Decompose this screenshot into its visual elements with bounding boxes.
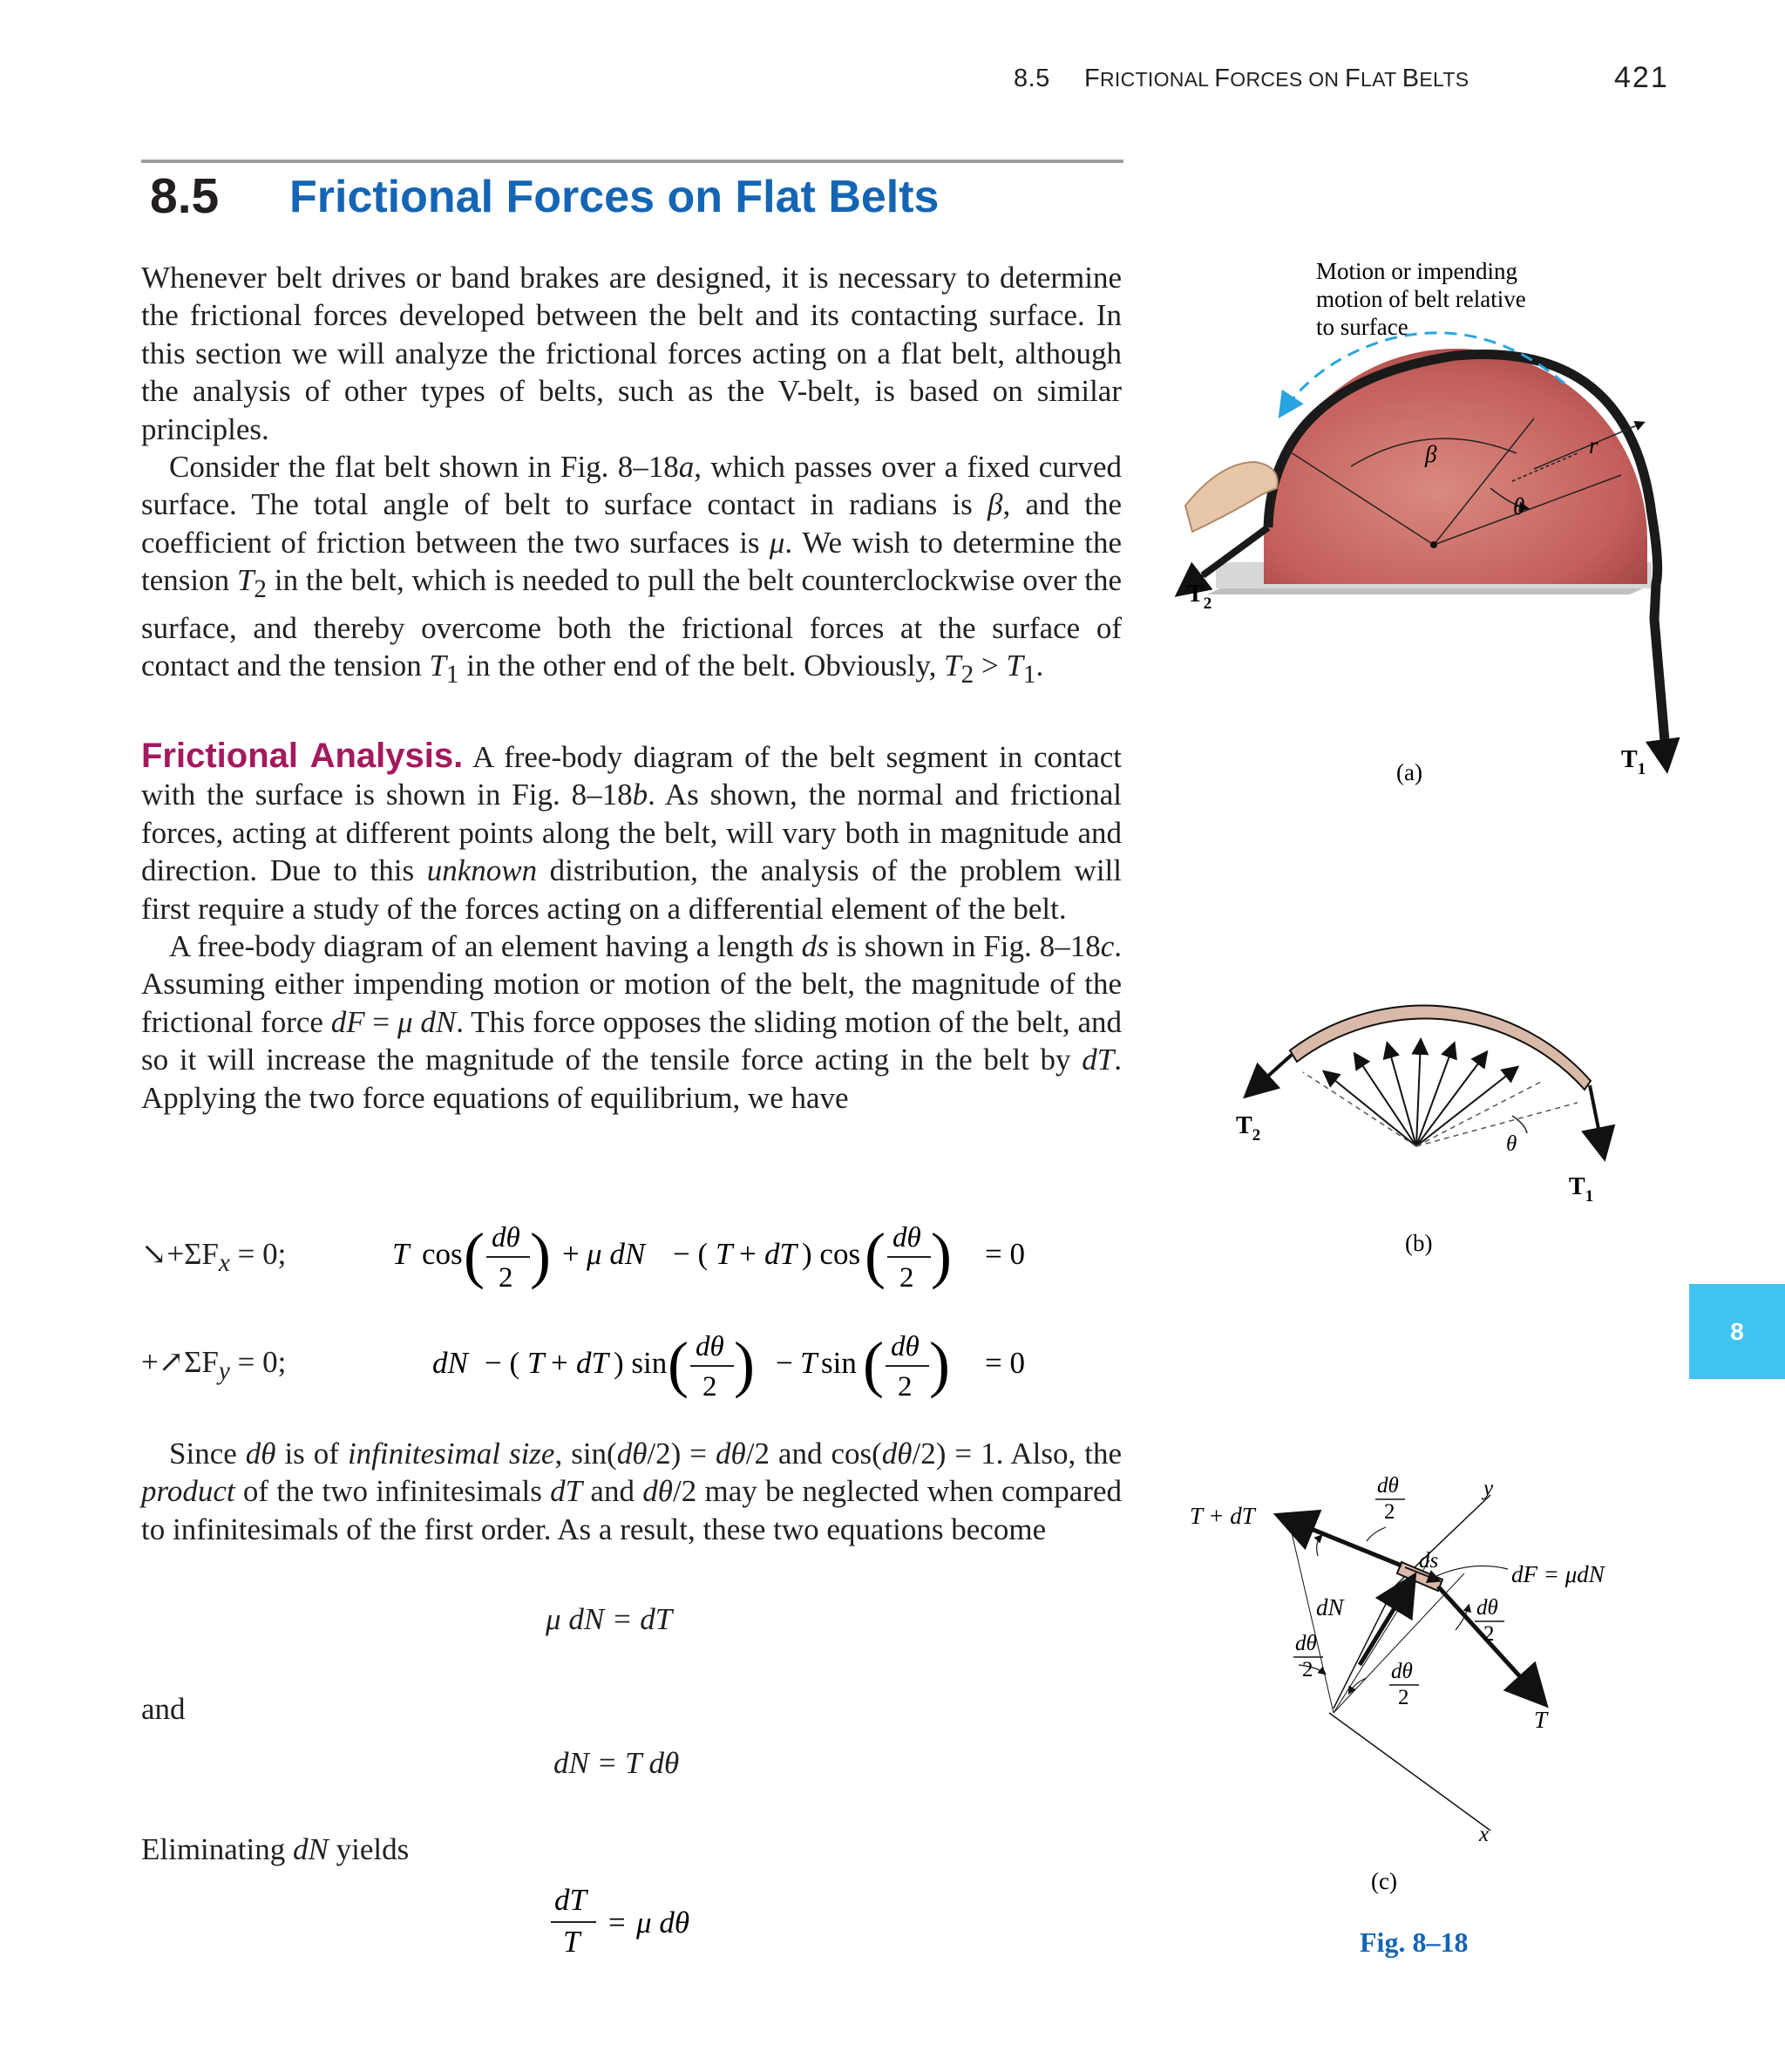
svg-text:dθ: dθ	[891, 1331, 920, 1362]
svg-text:−: −	[776, 1346, 793, 1380]
svg-text:dT: dT	[576, 1346, 608, 1380]
T1-label: $T_1$	[1621, 746, 1646, 778]
svg-text:dθ: dθ	[1391, 1660, 1413, 1683]
svg-text:T: T	[392, 1237, 410, 1271]
running-header-title: FRICTIONAL FORCES ON FLAT BELTS	[1084, 65, 1469, 92]
svg-text:) cos: ) cos	[802, 1237, 861, 1271]
ds-label: ds	[1419, 1549, 1439, 1573]
svg-text:dT: dT	[554, 1883, 587, 1917]
section-number: 8.5	[150, 168, 220, 224]
T-label-c: T	[1534, 1707, 1548, 1733]
svg-text:T: T	[563, 1925, 580, 1957]
theta-label: θ	[1513, 493, 1525, 520]
analysis-text	[141, 737, 1122, 1117]
svg-text:dθ: dθ	[892, 1222, 921, 1253]
svg-text:=: =	[608, 1906, 626, 1940]
svg-text:μ dθ: μ dθ	[636, 1906, 690, 1940]
motion-label-1: Motion or impending	[1316, 258, 1517, 284]
svg-text:dθ: dθ	[1476, 1596, 1498, 1620]
belt-segment	[1290, 1006, 1591, 1090]
chapter-tab[interactable]: 8	[1689, 1284, 1785, 1379]
svg-text:2: 2	[1398, 1686, 1409, 1709]
svg-text:(: (	[668, 1329, 689, 1399]
dF-label: dF = μdN	[1511, 1561, 1605, 1587]
section-title: Frictional Forces on Flat Belts	[289, 172, 940, 222]
figure-label: Fig. 8–18	[1360, 1926, 1469, 1958]
svg-text:): )	[734, 1329, 755, 1399]
subheading-frictional-analysis: Frictional Analysis.	[141, 737, 464, 775]
svg-text:2: 2	[1384, 1500, 1395, 1524]
svg-text:+: +	[739, 1237, 757, 1271]
svg-text:2: 2	[898, 1371, 913, 1403]
svg-text:dN: dN	[432, 1346, 468, 1380]
radius-label: r	[1589, 432, 1598, 459]
simplification-text	[141, 1435, 1122, 1548]
svg-text:(: (	[863, 1329, 884, 1399]
svg-text:(: (	[865, 1220, 886, 1290]
T2-label: $T_2$	[1187, 581, 1212, 613]
equation-sum-fy-label: $+↗\Sigma F_y = 0$;	[141, 1345, 287, 1385]
svg-text:): )	[929, 1329, 950, 1399]
paragraph-2: Consider the flat belt shown in Fig. 8–18a, which passes over a fixed curved surface. The total angle of belt to surface contact in radians is β, and the coefficient of friction between the two surfaces is μ. We wish to determine the tension $T_2$ in the belt, which is needed to pull the belt counterclockwise over the surface, and thereby overcome both the frictional forces at the surface of contact and the tension $T_1$ in the other end of the belt. Obviously, $T_2 > T_1$.	[141, 450, 1123, 690]
svg-text:): )	[931, 1220, 952, 1290]
svg-text:T: T	[716, 1237, 733, 1271]
svg-text:2: 2	[499, 1262, 513, 1294]
text-eliminating: Eliminating dN yields	[141, 1832, 410, 1866]
theta-label-b: θ	[1506, 1132, 1517, 1156]
paragraph-4: A free-body diagram of an element having a length ds is shown in Fig. 8–18c. Assuming either impending motion or motion of the belt, the magnitude of the frictional force dF = μ dN. This force opposes the sliding motion of the belt, and so it will increase the magnitude of the tensile force acting in the belt by dT. Applying the two force equations of equilibrium, we have	[141, 929, 1123, 1115]
svg-text:dθ: dθ	[696, 1331, 724, 1362]
y-label: y	[1483, 1477, 1494, 1500]
base-plate	[1207, 588, 1643, 594]
text-and: and	[141, 1692, 186, 1726]
equation-mu-dn: μ dN = dT	[546, 1602, 673, 1636]
svg-text:dθ: dθ	[492, 1222, 520, 1253]
svg-text:cos: cos	[422, 1237, 463, 1271]
svg-text:dT: dT	[764, 1237, 797, 1271]
T-plus-dT-label: T + dT	[1190, 1503, 1255, 1529]
beta-label: β	[1425, 441, 1437, 467]
motion-label-2: motion of belt relative	[1316, 286, 1526, 312]
dN-arrow	[1360, 1579, 1412, 1665]
motion-label-3: to surface	[1316, 314, 1408, 340]
T1-label-b: $T_1$	[1569, 1173, 1594, 1206]
figure-8-18a	[1168, 253, 1691, 811]
svg-text:= 0: = 0	[985, 1237, 1025, 1271]
running-header-section: 8.5	[1014, 65, 1050, 92]
paragraph-3: Frictional Analysis. A free-body diagram of the belt segment in contact with the surface is shown in Fig. 8–18b. As shown, the normal and frictional forces, acting at different points along the belt, will vary both in magnitude and direction. Due to this unknown distribution, the analysis of the problem will first require a study of the forces acting on a differential element of the belt.	[141, 737, 1122, 926]
paragraph-1: Whenever belt drives or band brakes are designed, it is necessary to determine the frictional forces developed between the belt and its contacting surface. In this section we will analyze the frictional forces acting on a flat belt, although the analysis of other types of belts, such as the V-belt, is based on similar principles.	[141, 261, 1122, 446]
svg-text:− (: − (	[673, 1237, 709, 1271]
svg-text:+: +	[551, 1346, 568, 1380]
svg-text:μ dN: μ dN	[587, 1237, 646, 1271]
T1-arrow-b	[1590, 1085, 1604, 1155]
paragraph-5: Since dθ is of infinitesimal size, sin(dθ/2) = dθ/2 and cos(dθ/2) = 1. Also, the product of the two infinitesimals dT and dθ/2 may be neglected when compared to infinitesimals of the first order. As a result, these two equations become	[141, 1437, 1123, 1546]
equation-final	[549, 1878, 758, 1957]
equation-sum-fx	[383, 1212, 1063, 1308]
section-rule	[141, 160, 1123, 163]
svg-text:2: 2	[1483, 1622, 1495, 1646]
equation-sum-fx-label: $↘+\Sigma F_x = 0$;	[141, 1237, 287, 1277]
T-plus-dT-arrow	[1281, 1517, 1402, 1566]
dN-label: dN	[1316, 1594, 1344, 1620]
caption-c: (c)	[1371, 1868, 1397, 1894]
svg-text:2: 2	[702, 1371, 717, 1403]
svg-text:2: 2	[1302, 1658, 1313, 1681]
tension-T1-arrow	[1663, 741, 1666, 767]
svg-text:dθ: dθ	[1377, 1474, 1399, 1498]
svg-text:(: (	[464, 1220, 485, 1290]
x-axis	[1329, 1713, 1490, 1831]
svg-text:− (: − (	[485, 1346, 520, 1380]
svg-text:+: +	[562, 1237, 580, 1271]
caption-a: (a)	[1396, 759, 1422, 785]
svg-text:) sin: ) sin	[614, 1346, 668, 1380]
svg-text:dθ: dθ	[1295, 1632, 1317, 1655]
svg-text:sin: sin	[821, 1346, 857, 1380]
page-number: 421	[1614, 61, 1669, 94]
svg-text:T: T	[527, 1346, 545, 1380]
equation-dn: dN = T dθ	[553, 1746, 680, 1780]
figure-8-18c	[1177, 1464, 1665, 1918]
figure-8-18b	[1220, 985, 1656, 1273]
intro-text	[141, 259, 1122, 694]
svg-text:2: 2	[899, 1262, 914, 1294]
T2-label-b: $T_2$	[1236, 1112, 1261, 1145]
svg-text:= 0: = 0	[985, 1346, 1025, 1380]
T2-arrow-b	[1248, 1055, 1292, 1094]
svg-text:): )	[530, 1220, 551, 1290]
svg-text:T: T	[800, 1346, 818, 1380]
x-label: x	[1479, 1823, 1490, 1846]
equation-sum-fy	[427, 1321, 1063, 1416]
caption-b: (b)	[1405, 1230, 1433, 1256]
